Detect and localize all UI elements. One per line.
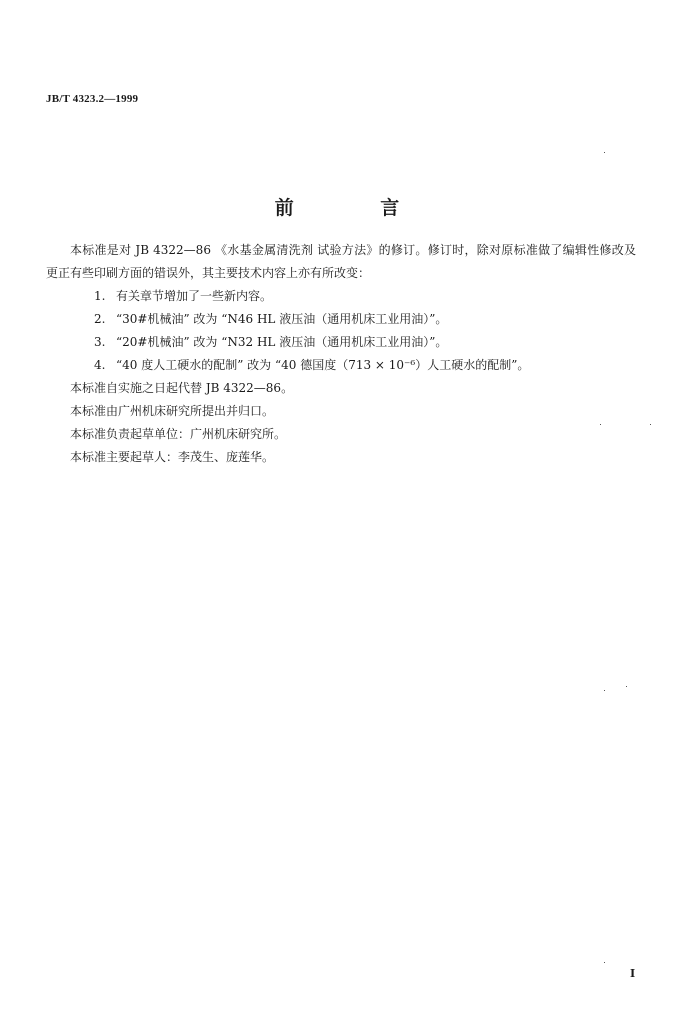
foreword-body: [46, 239, 636, 469]
scan-speck: [600, 424, 601, 425]
change-number: 4.: [94, 358, 106, 372]
change-number: 3.: [94, 335, 106, 349]
change-text: “20#机械油” 改为 “N32 HL 液压油（通用机床工业用油）”。: [116, 335, 448, 349]
statement-effective: 本标准自实施之日起代替 JB 4322—86。: [70, 381, 294, 395]
standard-code-header: JB/T 4323.2—1999: [46, 93, 139, 105]
scan-speck: [604, 152, 605, 153]
change-number: 1.: [94, 289, 106, 303]
change-item-2: [46, 308, 636, 331]
change-text: “40 度人工硬水的配制” 改为 “40 德国度（713 × 10⁻⁶）人工硬水的配制”。: [116, 358, 530, 372]
change-item-3: [46, 331, 636, 354]
change-text: 有关章节增加了一些新内容。: [116, 289, 273, 303]
statement-proposer: 本标准由广州机床研究所提出并归口。: [70, 404, 275, 418]
change-item-1: [46, 285, 636, 308]
statement-drafters: 本标准主要起草人：李茂生、庞莲华。: [70, 450, 275, 464]
statement-drafting-unit: 本标准负责起草单位：广州机床研究所。: [70, 427, 287, 441]
scan-speck: [650, 424, 651, 425]
scan-speck: [604, 690, 605, 691]
change-item-4: [46, 354, 636, 377]
page-number: I: [630, 967, 636, 980]
intro-paragraph: 本标准是对 JB 4322—86 《水基金属清洗剂 试验方法》的修订。修订时，除对原标准做了编辑性修改及更正有些印刷方面的错误外，其主要技术内容上亦有所改变：: [46, 243, 636, 280]
scan-speck: [626, 686, 627, 687]
scan-speck: [604, 962, 605, 963]
change-number: 2.: [94, 312, 106, 326]
page-title: 前 言: [274, 197, 440, 219]
change-text: “30#机械油” 改为 “N46 HL 液压油（通用机床工业用油）”。: [116, 312, 448, 326]
